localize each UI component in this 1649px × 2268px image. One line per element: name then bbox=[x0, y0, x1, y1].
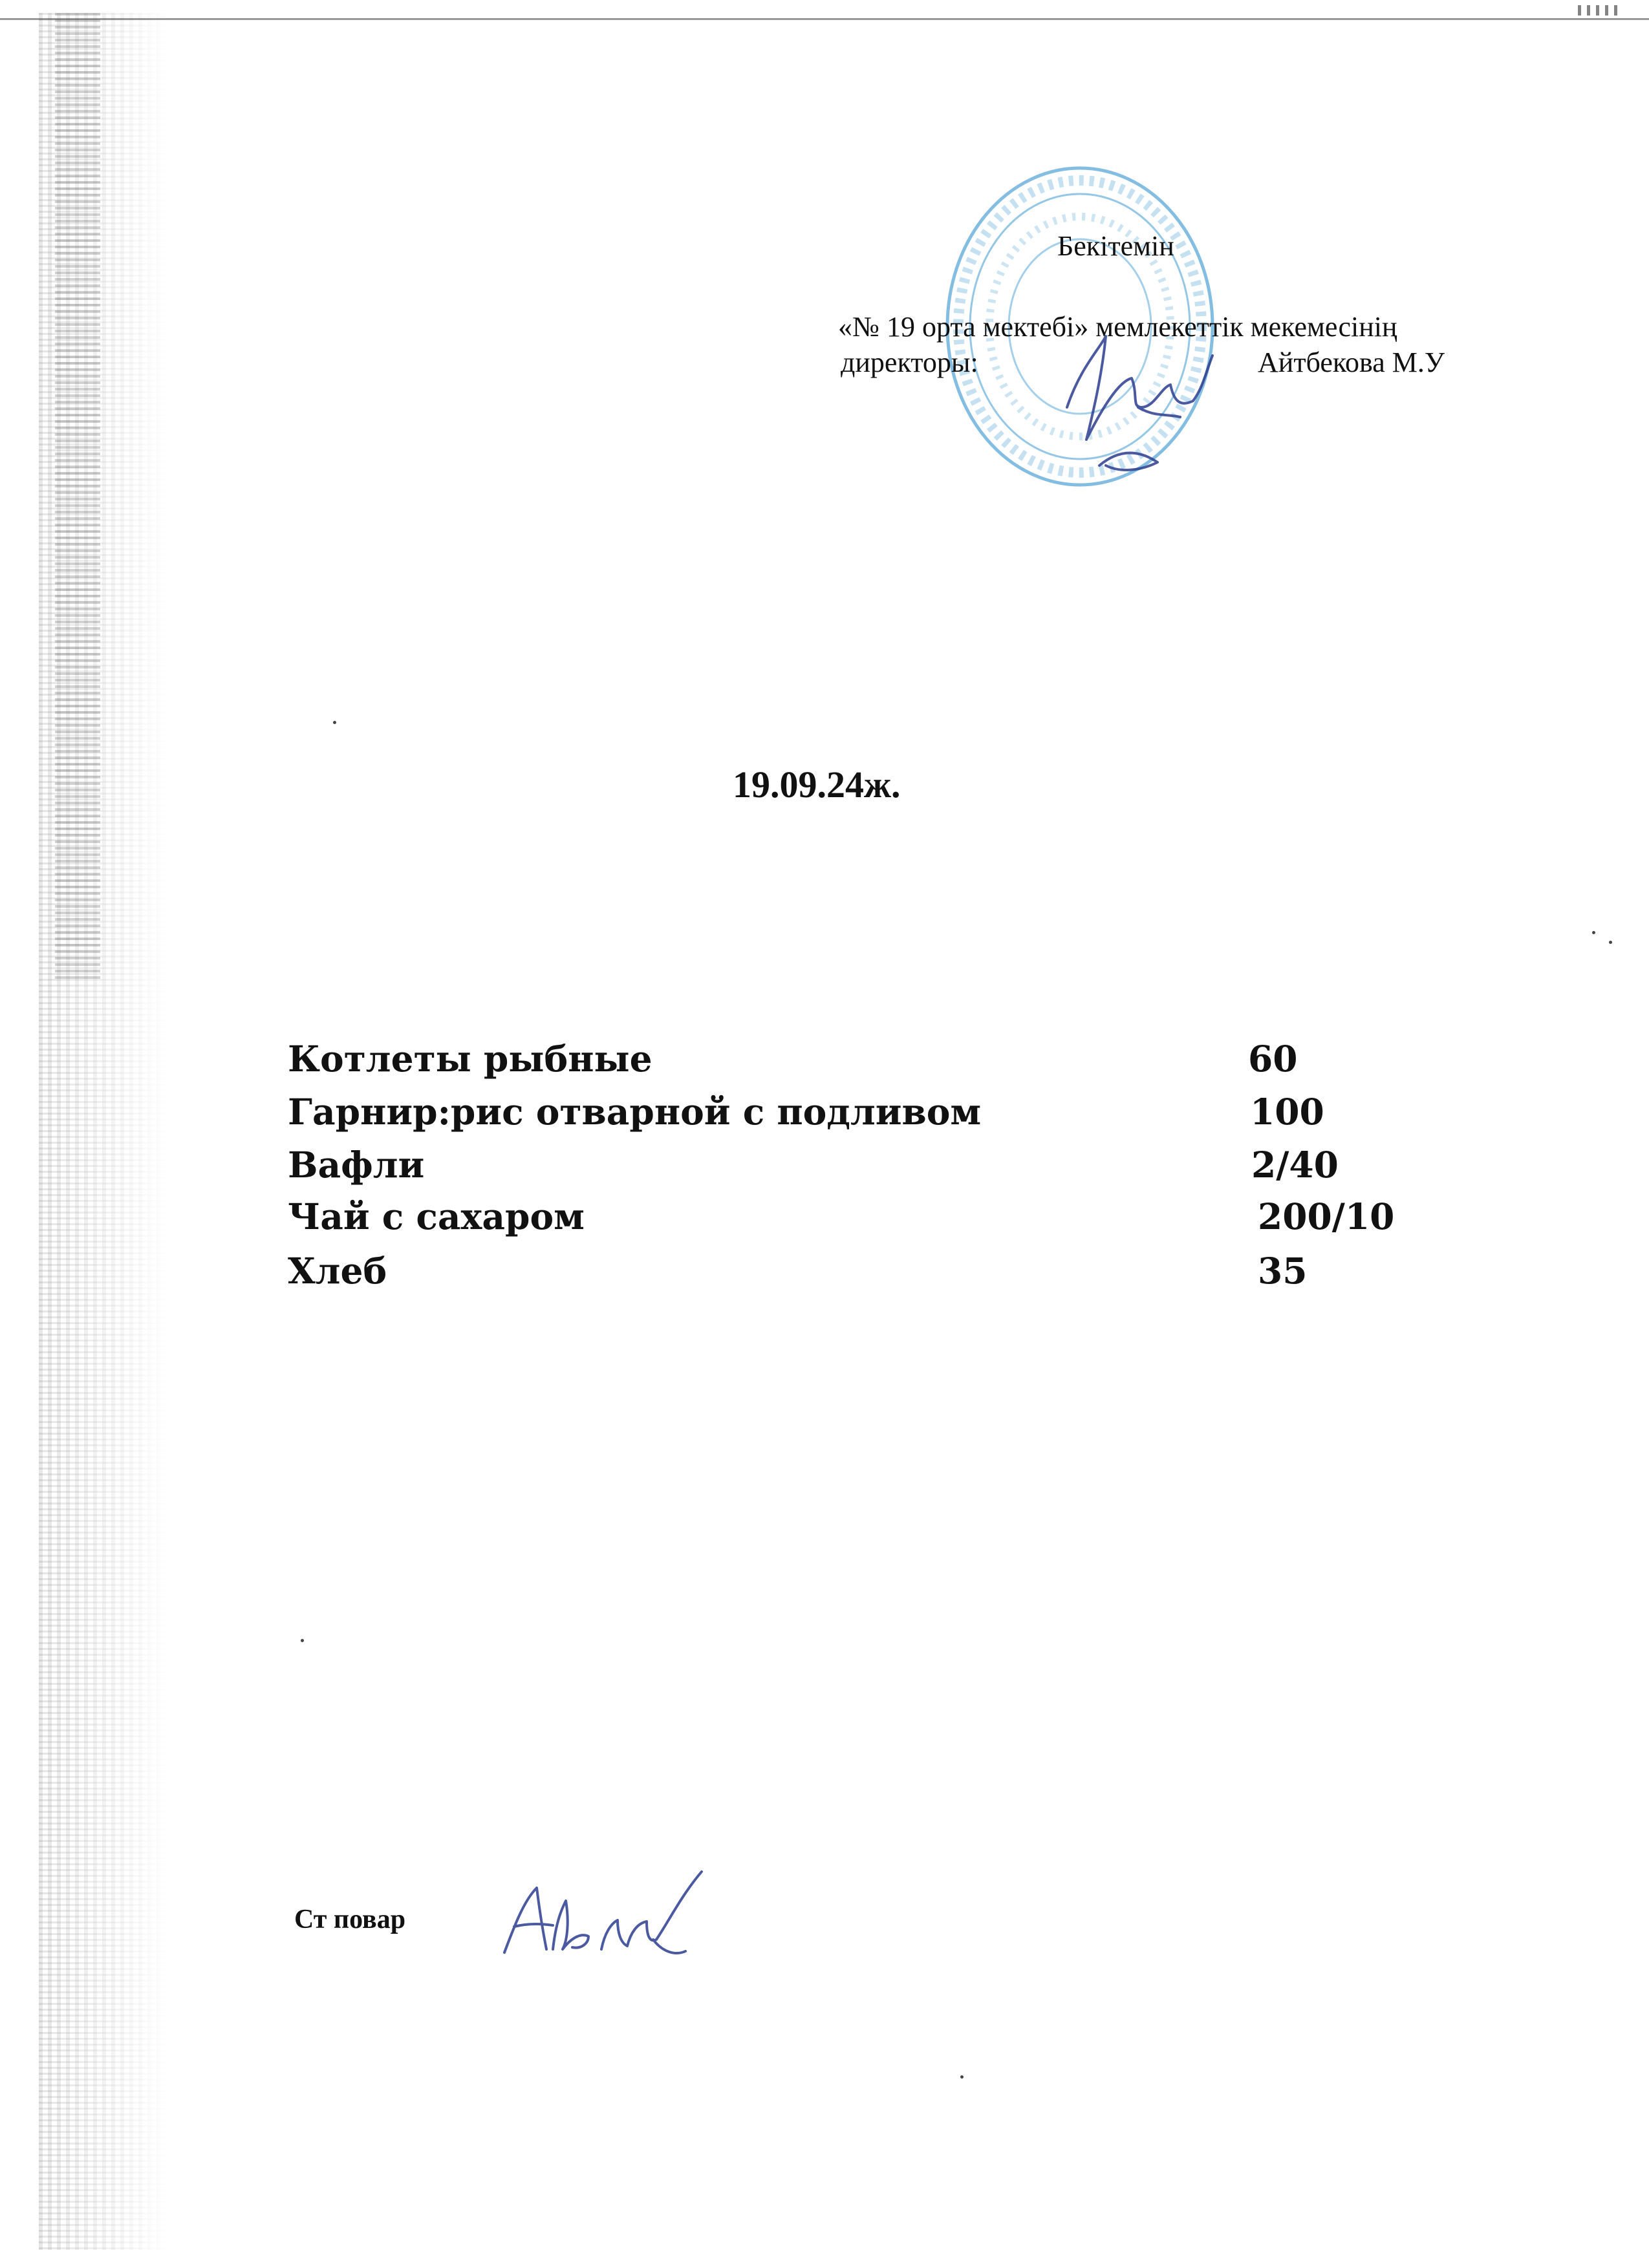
menu-item bbox=[288, 1250, 1452, 1308]
menu-item-dish: Чай с сахаром bbox=[288, 1195, 585, 1237]
menu-item-dish: Гарнир:рис отварной с подливом bbox=[288, 1091, 982, 1133]
menu-item-portion: 2/40 bbox=[1251, 1144, 1339, 1186]
menu-item-portion: 35 bbox=[1258, 1250, 1308, 1292]
menu-date: 19.09.24ж. bbox=[733, 764, 901, 806]
cook-signature bbox=[491, 1862, 711, 1965]
cook-label: Ст повар bbox=[294, 1905, 406, 1934]
scan-speck bbox=[301, 1639, 304, 1642]
menu-item-dish: Котлеты рыбные bbox=[288, 1038, 652, 1080]
approval-director-name: Айтбекова М.У bbox=[1258, 347, 1445, 378]
scan-speck bbox=[333, 721, 336, 724]
scan-speck bbox=[1609, 941, 1612, 944]
menu-item-portion: 60 bbox=[1248, 1038, 1298, 1080]
scan-edge-line bbox=[0, 18, 1649, 20]
approval-role: директоры: bbox=[841, 347, 978, 378]
menu-item bbox=[288, 1144, 1452, 1202]
director-signature bbox=[1041, 310, 1222, 485]
scan-speck bbox=[1592, 931, 1595, 934]
menu-item-dish: Вафли bbox=[288, 1144, 425, 1186]
scan-noise-strip-dark bbox=[55, 13, 100, 983]
menu-item-portion: 200/10 bbox=[1258, 1195, 1395, 1237]
menu-item-portion: 100 bbox=[1250, 1091, 1324, 1133]
menu-item bbox=[288, 1038, 1452, 1096]
scan-speck bbox=[960, 2075, 964, 2079]
menu-item bbox=[288, 1091, 1452, 1149]
scan-edge-dots bbox=[1578, 5, 1623, 16]
approval-title: Бекітемін bbox=[1057, 230, 1174, 262]
menu-item bbox=[288, 1195, 1452, 1254]
approval-organization: «№ 19 орта мектебі» мемлекеттік мекемесінің bbox=[838, 311, 1397, 343]
menu-item-dish: Хлеб bbox=[288, 1250, 387, 1292]
